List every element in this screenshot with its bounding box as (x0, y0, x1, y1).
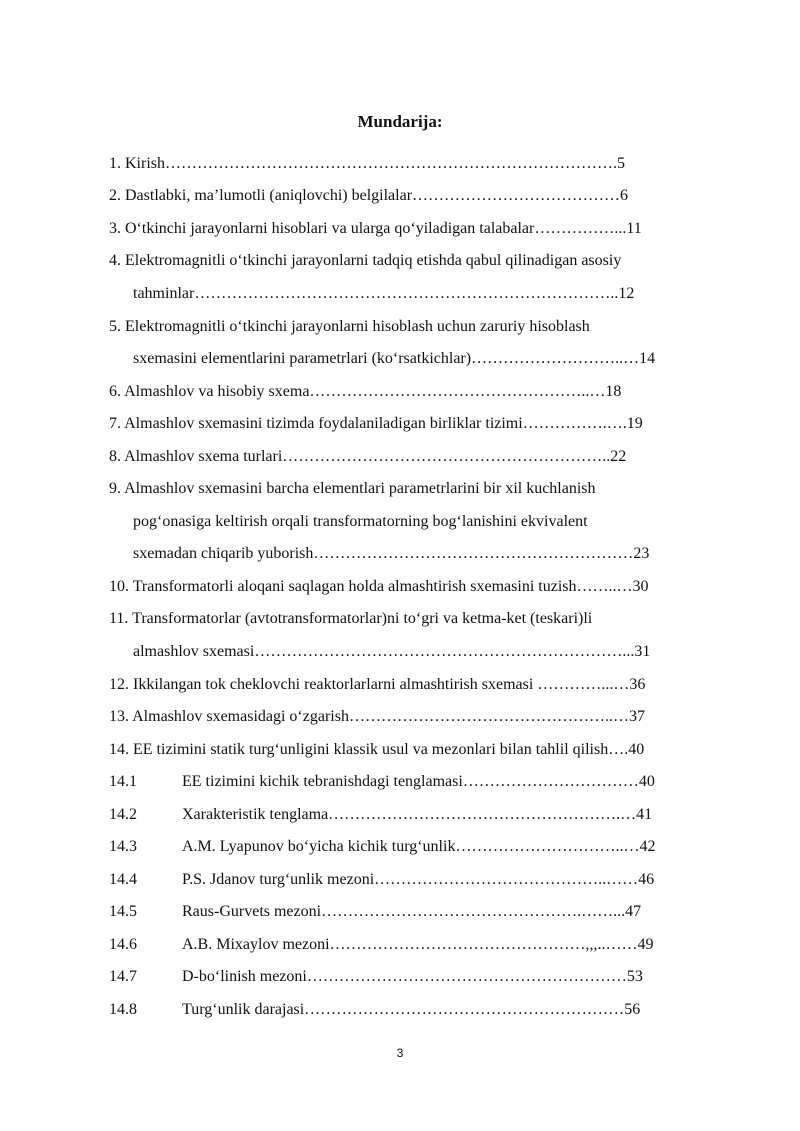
toc-entry: 10. Transformatorli aloqani saqlagan holda almashtirish sxemasini tuzish……..…30 (109, 578, 649, 595)
toc-entry: 4. Elektromagnitli o‘tkinchi jarayonlarni tadqiq etishda qabul qilinadigan asosiy (109, 252, 622, 269)
toc-entry-continuation: sxemasini elementlarini parametrlari (ko‘rsatkichlar)………………………..…14 (133, 350, 656, 367)
toc-subentry: 14.3 A.M. Lyapunov bo‘yicha kichik turg‘unlik…………………………..…42 (109, 836, 741, 858)
subentry-number: 14.7 (109, 968, 137, 985)
toc-entry: 7. Almashlov sxemasini tizimda foydalaniladigan birliklar tizimi…………….….19 (109, 415, 643, 432)
subentry-number: 14.8 (109, 1001, 137, 1018)
toc-subentry: 14.4 P.S. Jdanov turg‘unlik mezoni……………………………………..……46 (109, 869, 741, 891)
subentry-number: 14.4 (109, 871, 137, 888)
toc-entry: 14. EE tizimini statik turg‘unligini klassik usul va mezonlari bilan tahlil qilish….40 (109, 741, 645, 758)
toc-subentry: 14.8 Turg‘unlik darajasi……………………………………………………56 (109, 999, 741, 1021)
subentry-number: 14.2 (109, 806, 137, 823)
toc-entry-continuation: tahminlar……………………………………………………………………..12 (133, 285, 635, 302)
toc-entry: 13. Almashlov sxemasidagi o‘zgarish…………………………………………..…37 (109, 708, 645, 725)
subentry-number: 14.3 (109, 838, 137, 855)
toc-entry-continuation: pog‘onasiga keltirish orqali transformatorning bog‘lanishini ekvivalent (133, 513, 588, 530)
toc-entry: 9. Almashlov sxemasini barcha elementlari parametrlarini bir xil kuchlanish (109, 480, 596, 497)
toc-entry: 1. Kirish………………………………………………………………………….5 (109, 155, 625, 172)
toc-subentry: 14.7 D-bo‘linish mezoni……………………………………………………53 (109, 966, 741, 988)
toc-subentry: 14.1 EE tizimini kichik tebranishdagi tenglamasi……………………………40 (109, 771, 741, 793)
toc-entry-continuation: sxemadan chiqarib yuborish……………………………………………………23 (133, 545, 650, 562)
toc-subentry: 14.2 Xarakteristik tenglama……………………………………………….…41 (109, 804, 741, 826)
toc-subentry: 14.6 A.B. Mixaylov mezoni…………………………………………,,,..……49 (109, 934, 741, 956)
page-number: 3 (396, 1046, 404, 1060)
toc-entry-continuation: almashlov sxemasi……………………………………………………………...31 (133, 643, 651, 660)
toc-entry: 6. Almashlov va hisobiy sxema……………………………………………..…18 (109, 383, 622, 400)
subentry-number: 14.1 (109, 773, 137, 790)
toc-entry: 2. Dastlabki, ma’lumotli (aniqlovchi) belgilalar…………………………………6 (109, 187, 629, 204)
toc-entry: 12. Ikkilangan tok cheklovchi reaktorlarlarni almashtirish sxemasi …………...…36 (109, 676, 646, 693)
subentry-number: 14.6 (109, 936, 137, 953)
subentry-number: 14.5 (109, 903, 137, 920)
toc-entry: 5. Elektromagnitli o‘tkinchi jarayonlarni hisoblash uchun zaruriy hisoblash (109, 318, 590, 335)
toc-entry: 8. Almashlov sxema turlari……………………………………………………..22 (109, 448, 627, 465)
toc-entry: 11. Transformatorlar (avtotransformatorlar)ni to‘gri va ketma-ket (teskari)li (109, 610, 593, 627)
toc-subentry: 14.5 Raus-Gurvets mezoni………………………………………….……...47 (109, 901, 741, 923)
page-title: Mundarija: (357, 112, 443, 131)
toc-entry: 3. O‘tkinchi jarayonlarni hisoblari va ularga qo‘yiladigan talabalar……………...11 (109, 220, 642, 237)
